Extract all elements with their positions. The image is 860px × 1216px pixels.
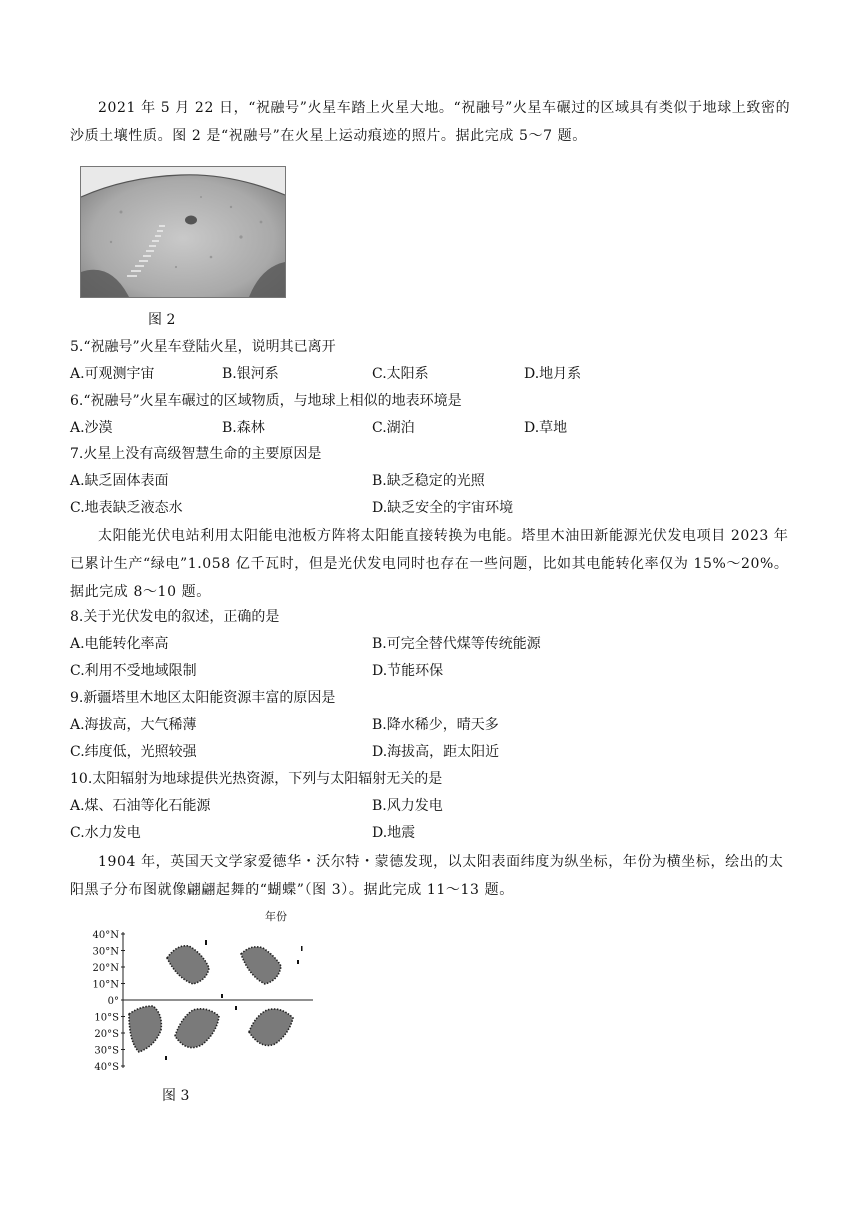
- question-6-option-c[interactable]: C.湖泊: [372, 420, 415, 436]
- question-7-stem: 7.火星上没有高级智慧生命的主要原因是: [70, 446, 322, 462]
- question-5-stem: 5.“祝融号”火星车登陆火星，说明其已离开: [70, 339, 336, 355]
- question-9-option-d[interactable]: D.海拔高，距太阳近: [372, 744, 500, 760]
- question-8-option-b[interactable]: B.可完全替代煤等传统能源: [372, 636, 541, 652]
- y-tick-label: 30°N: [92, 946, 119, 958]
- mars-rover-track-photo: [80, 166, 286, 298]
- y-tick-label: 30°S: [94, 1045, 119, 1057]
- question-5-option-a[interactable]: A.可观测宇宙: [70, 366, 155, 382]
- cycle-3-south-wing: [249, 1009, 293, 1046]
- question-6-stem: 6.“祝融号”火星车碾过的区域物质，与地球上相似的地表环境是: [70, 393, 462, 409]
- question-5-option-c[interactable]: C.太阳系: [372, 366, 429, 382]
- y-tick-label: 20°N: [92, 963, 119, 974]
- question-10-option-b[interactable]: B.风力发电: [372, 798, 443, 814]
- y-tick-label: 10°S: [94, 1012, 119, 1024]
- y-tick-label: 40°S: [94, 1062, 119, 1073]
- intro-paragraph-5-7: 2021 年 5 月 22 日，“祝融号”火星车踏上火星大地。“祝融号”火星车碾过的区域具有类似于地球上致密的沙质土壤性质。图 2 是“祝融号”在火星上运动痕迹的照片。据此完成 5～7 题。: [70, 100, 791, 144]
- question-5-option-b[interactable]: B.银河系: [222, 366, 279, 382]
- intro-paragraph-11-13: 1904 年，英国天文学家爱德华・沃尔特・蒙德发现，以太阳表面纬度为纵坐标，年份为横坐标，绘出的太阳黑子分布图就像翩翩起舞的“蝴蝶”（图 3）。据此完成 11～13 题。: [70, 854, 784, 898]
- y-tick-label: 0°: [107, 996, 119, 1007]
- question-7-option-b[interactable]: B.缺乏稳定的光照: [372, 473, 485, 489]
- question-10-option-c[interactable]: C.水力发电: [70, 825, 141, 841]
- question-8-option-d[interactable]: D.节能环保: [372, 663, 444, 679]
- cycle-2-south-wing: [175, 1009, 219, 1048]
- intro-paragraph-8-10: 太阳能光伏电站利用太阳能电池板方阵将太阳能直接转换为电能。塔里木油田新能源光伏发电项目 2023 年已累计生产“绿电”1.058 亿千瓦时，但是光伏发电同时也存在一些问题，比如其电能转化率仅为 15%～20%。据此完成 8～10 题。: [70, 528, 789, 600]
- question-6-option-d[interactable]: D.草地: [524, 420, 568, 436]
- question-6-option-b[interactable]: B.森林: [222, 420, 265, 436]
- cycle-3-north-wing: [241, 947, 281, 984]
- question-7-option-d[interactable]: D.缺乏安全的宇宙环境: [372, 500, 514, 516]
- y-tick-label: 20°S: [94, 1029, 119, 1040]
- cycle-2-north-wing: [167, 946, 209, 984]
- question-5-option-d[interactable]: D.地月系: [524, 366, 582, 382]
- question-9-stem: 9.新疆塔里木地区太阳能资源丰富的原因是: [70, 690, 336, 706]
- question-8-option-a[interactable]: A.电能转化率高: [70, 636, 169, 652]
- y-tick-label: 10°N: [92, 979, 119, 991]
- question-6-option-a[interactable]: A.沙漠: [70, 420, 113, 436]
- question-9-option-b[interactable]: B.降水稀少，晴天多: [372, 717, 499, 733]
- question-10-stem: 10.太阳辐射为地球提供光热资源，下列与太阳辐射无关的是: [70, 771, 443, 787]
- x-axis-label: 年份: [265, 910, 287, 923]
- question-10-option-d[interactable]: D.地震: [372, 825, 416, 841]
- question-10-option-a[interactable]: A.煤、石油等化石能源: [70, 798, 211, 814]
- sunspot-butterfly-chart: [85, 906, 345, 1076]
- cycle-1-south-wing: [129, 1006, 161, 1052]
- question-7-option-a[interactable]: A.缺乏固体表面: [70, 473, 169, 489]
- question-8-stem: 8.关于光伏发电的叙述，正确的是: [70, 609, 280, 625]
- question-9-option-c[interactable]: C.纬度低，光照较强: [70, 744, 197, 760]
- y-tick-label: 40°N: [92, 930, 119, 941]
- question-7-option-c[interactable]: C.地表缺乏液态水: [70, 500, 183, 516]
- butterfly-diagram-svg: [85, 906, 345, 1076]
- figure-3-caption: 图 3: [162, 1088, 190, 1104]
- mars-photo-image: [81, 167, 285, 297]
- question-8-option-c[interactable]: C.利用不受地域限制: [70, 663, 197, 679]
- question-9-option-a[interactable]: A.海拔高，大气稀薄: [70, 717, 197, 733]
- figure-2-caption: 图 2: [148, 312, 176, 328]
